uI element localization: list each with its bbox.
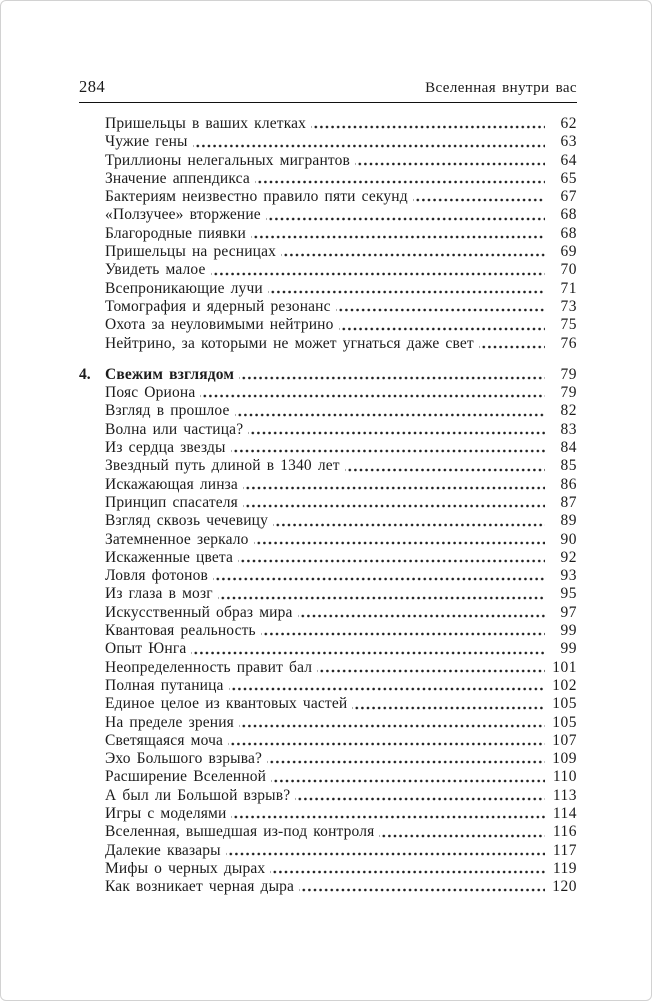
dot-leader: [266, 206, 545, 224]
toc-entry: [79, 115, 577, 133]
entry-page: 113: [552, 786, 577, 804]
dot-leader: [239, 366, 545, 384]
entry-title: Неопределенность правит бал: [105, 658, 313, 676]
dot-leader: [226, 842, 545, 860]
entry-title: Пояс Ориона: [105, 384, 196, 402]
entry-title: Далекие квазары: [105, 841, 221, 859]
entry-title: Игры с моделями: [105, 804, 227, 822]
dot-leader: [270, 860, 545, 878]
dot-leader: [267, 750, 545, 768]
entry-title: Из сердца звезды: [105, 439, 226, 457]
entry-page: 119: [552, 859, 577, 877]
toc: [79, 115, 577, 896]
dot-leader: [243, 476, 545, 494]
toc-entry: [79, 188, 577, 206]
toc-entry: [79, 714, 577, 732]
dot-leader: [379, 823, 545, 841]
entry-title: Нейтрино, за которыми не может угнаться даже свет: [105, 334, 474, 352]
entry-page: 116: [552, 823, 577, 841]
entry-title: Свежим взглядом: [105, 365, 235, 383]
toc-entry: [79, 335, 577, 353]
entry-page: 105: [552, 713, 577, 731]
entry-page: 95: [560, 585, 577, 603]
toc-entry: [79, 842, 577, 860]
toc-entry: [79, 261, 577, 279]
toc-entry: [79, 152, 577, 170]
toc-entry: [79, 170, 577, 188]
dot-leader: [311, 115, 545, 133]
toc-entry: [79, 316, 577, 334]
dot-leader: [248, 421, 545, 439]
entry-title: Квантовая реальность: [105, 622, 256, 640]
toc-entry: [79, 622, 577, 640]
dot-leader: [298, 604, 545, 622]
entry-title: «Ползучее» вторжение: [105, 206, 261, 224]
entry-title: А был ли Большой взрыв?: [105, 786, 291, 804]
toc-entry: [79, 640, 577, 658]
entry-title: Чужие гены: [105, 133, 188, 151]
toc-entry: [79, 677, 577, 695]
entry-title: Увидеть малое: [105, 261, 206, 279]
dot-leader: [193, 133, 545, 151]
dot-leader: [238, 549, 545, 567]
entry-page: 107: [552, 731, 577, 749]
dot-leader: [299, 878, 545, 896]
entry-title: На пределе зрения: [105, 713, 234, 731]
toc-section: [79, 366, 577, 897]
dot-leader: [413, 188, 545, 206]
entry-title: Ловля фотонов: [105, 567, 208, 585]
toc-entry: [79, 512, 577, 530]
toc-entry: [79, 585, 577, 603]
entry-title: Взгляд сквозь чечевицу: [105, 512, 269, 530]
dot-leader: [479, 335, 545, 353]
entry-title: Искажающая линза: [105, 475, 238, 493]
dot-leader: [268, 280, 545, 298]
entry-page: 87: [560, 493, 577, 511]
dot-leader: [235, 402, 545, 420]
entry-title: Полная путаница: [105, 676, 224, 694]
entry-page: 89: [560, 512, 577, 530]
dot-leader: [213, 567, 545, 585]
entry-page: 68: [560, 224, 577, 242]
entry-page: 67: [560, 188, 577, 206]
entry-page: 93: [560, 567, 577, 585]
toc-entry: [79, 567, 577, 585]
entry-number: 4.: [79, 365, 91, 383]
entry-page: 85: [560, 457, 577, 475]
dot-leader: [200, 384, 545, 402]
dot-leader: [231, 439, 545, 457]
entry-title: Как возникает черная дыра: [105, 878, 295, 896]
entry-page: 105: [552, 695, 577, 713]
entry-page: 83: [560, 420, 577, 438]
entry-page: 63: [560, 133, 577, 151]
entry-page: 73: [560, 297, 577, 315]
dot-leader: [211, 261, 545, 279]
dot-leader: [271, 768, 545, 786]
entry-page: 76: [560, 334, 577, 352]
entry-page: 97: [560, 603, 577, 621]
toc-entry: [79, 750, 577, 768]
entry-title: Эхо Большого взрыва?: [105, 750, 263, 768]
entry-title: Принцип спасателя: [105, 493, 238, 511]
running-title: Вселенная внутри вас: [425, 80, 577, 96]
dot-leader: [317, 659, 545, 677]
toc-section: [79, 115, 577, 353]
dot-leader: [243, 494, 545, 512]
entry-page: 64: [560, 151, 577, 169]
dot-leader: [261, 622, 545, 640]
entry-title: Волна или частица?: [105, 420, 244, 438]
entry-page: 79: [560, 365, 577, 383]
dot-leader: [336, 298, 545, 316]
entry-page: 86: [560, 475, 577, 493]
toc-entry: [79, 494, 577, 512]
entry-page: 62: [560, 115, 577, 132]
entry-title: Из глаза в мозг: [105, 585, 213, 603]
entry-title: Томография и ядерный резонанс: [105, 297, 331, 315]
entry-page: 90: [560, 530, 577, 548]
toc-entry: [79, 298, 577, 316]
toc-entry: [79, 878, 577, 896]
entry-page: 68: [560, 206, 577, 224]
entry-page: 84: [560, 439, 577, 457]
toc-entry: [79, 805, 577, 823]
dot-leader: [228, 732, 545, 750]
toc-entry: [79, 133, 577, 151]
entry-page: 101: [552, 658, 577, 676]
header-rule: [79, 102, 577, 103]
entry-page: 120: [552, 878, 577, 896]
toc-entry: [79, 787, 577, 805]
entry-page: 117: [552, 841, 577, 859]
dot-leader: [352, 695, 545, 713]
toc-entry: [79, 549, 577, 567]
entry-page: 82: [560, 402, 577, 420]
toc-entry: [79, 206, 577, 224]
entry-title: Вселенная, вышедшая из-под контроля: [105, 823, 375, 841]
entry-title: Пришельцы в ваших клетках: [105, 115, 307, 132]
dot-leader: [273, 512, 545, 530]
entry-page: 69: [560, 243, 577, 261]
entry-title: Пришельцы на ресницах: [105, 243, 277, 261]
entry-page: 92: [560, 548, 577, 566]
dot-leader: [229, 677, 545, 695]
entry-page: 110: [552, 768, 577, 786]
entry-title: Благородные пиявки: [105, 224, 246, 242]
entry-title: Взгляд в прошлое: [105, 402, 230, 420]
entry-page: 71: [560, 279, 577, 297]
entry-title: Триллионы нелегальных мигрантов: [105, 151, 350, 169]
toc-entry: [79, 823, 577, 841]
toc-entry: [79, 280, 577, 298]
toc-entry: [79, 604, 577, 622]
toc-entry: [79, 768, 577, 786]
dot-leader: [345, 457, 545, 475]
dot-leader: [254, 531, 545, 549]
toc-entry: [79, 695, 577, 713]
toc-entry: [79, 421, 577, 439]
entry-title: Всепроникающие лучи: [105, 279, 263, 297]
dot-leader: [281, 243, 545, 261]
entry-page: 99: [560, 622, 577, 640]
toc-entry: [79, 457, 577, 475]
dot-leader: [339, 316, 545, 334]
toc-entry: [79, 225, 577, 243]
entry-title: Искаженные цвета: [105, 548, 234, 566]
entry-title: Искусственный образ мира: [105, 603, 293, 621]
dot-leader: [251, 225, 545, 243]
entry-page: 99: [560, 640, 577, 658]
dot-leader: [295, 787, 545, 805]
toc-entry: [79, 366, 577, 384]
toc-entry: [79, 659, 577, 677]
entry-title: Расширение Вселенной: [105, 768, 267, 786]
entry-page: 114: [552, 804, 577, 822]
entry-title: Опыт Юнга: [105, 640, 187, 658]
toc-entry: [79, 402, 577, 420]
entry-title: Мифы о черных дырах: [105, 859, 266, 877]
entry-title: Значение аппендикса: [105, 169, 250, 187]
toc-entry: [79, 476, 577, 494]
entry-page: 109: [552, 750, 577, 768]
entry-page: 102: [552, 676, 577, 694]
entry-title: Затемненное зеркало: [105, 530, 249, 548]
dot-leader: [255, 170, 545, 188]
dot-leader: [191, 640, 545, 658]
page-header: [79, 77, 577, 97]
toc-entry: [79, 732, 577, 750]
toc-entry: [79, 243, 577, 261]
dot-leader: [239, 714, 545, 732]
dot-leader: [231, 805, 545, 823]
toc-entry: [79, 439, 577, 457]
entry-title: Охота за неуловимыми нейтрино: [105, 316, 334, 334]
entry-page: 70: [560, 261, 577, 279]
entry-page: 65: [560, 169, 577, 187]
toc-entry: [79, 531, 577, 549]
page-number: 284: [79, 77, 106, 96]
toc-entry: [79, 384, 577, 402]
entry-page: 75: [560, 316, 577, 334]
entry-title: Единое целое из квантовых частей: [105, 695, 348, 713]
entry-title: Бактериям неизвестно правило пяти секунд: [105, 188, 408, 206]
entry-title: Светящаяся моча: [105, 731, 224, 749]
entry-page: 79: [560, 384, 577, 402]
dot-leader: [218, 585, 545, 603]
entry-title: Звездный путь длиной в 1340 лет: [105, 457, 340, 475]
dot-leader: [355, 152, 545, 170]
toc-entry: [79, 860, 577, 878]
